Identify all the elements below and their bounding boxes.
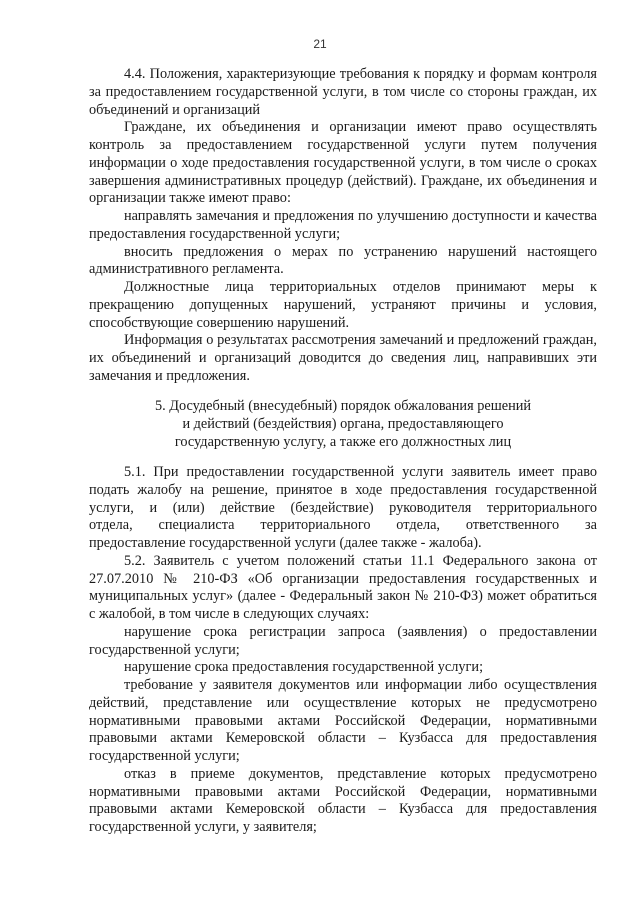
list-item: требование у заявителя документов или информации либо осуществления действий, представление или осуществление которых не предусмотрено нормативными правовыми актами Российской Федерации, нормативными правовыми актами Кемеровской области – Кузбасса для предоставления государственной услуги; <box>89 677 597 764</box>
title-line: и действий (бездействия) органа, предоставляющего <box>182 416 504 432</box>
title-line: 5. Досудебный (внесудебный) порядок обжалования решений <box>154 398 532 414</box>
title-line: государственную услугу, а также его должностных лиц <box>174 434 512 450</box>
section-4-text <box>89 66 597 386</box>
list-item: направлять замечания и предложения по улучшению доступности и качества предоставления государственной услуги; <box>89 208 597 242</box>
paragraph-5-1-part: отдела, специалиста территориального отдела, ответственного за <box>89 517 597 534</box>
paragraph: Информация о результатах рассмотрения замечаний и предложений граждан, их объединений и организаций доводится до сведения лиц, направивших эти замечания и предложения. <box>89 332 597 384</box>
heading-4-4: 4.4. Положения, характеризующие требования к порядку и формам контроля за предоставлением государственной услуги, в том числе со стороны граждан, их объединений и организаций <box>89 66 597 118</box>
section-5-text <box>89 464 597 837</box>
paragraph: Должностные лица территориальных отделов принимают меры к прекращению допущенных нарушений, устраняют причины и условия, способствующие совершению нарушений. <box>89 279 597 331</box>
list-item: отказ в приеме документов, представление которых предусмотрено нормативными правовыми актами Российской Федерации, нормативными правовыми актами Кемеровской области – Кузбасса для предоставления государственной услуги, у заявителя; <box>89 765 597 835</box>
paragraph-5-2: 5.2. Заявитель с учетом положений статьи 11.1 Федерального закона от 27.07.2010 № 210-ФЗ «Об организации предоставления государственных и муниципальных услуг» (далее - Федеральный закон № 210-ФЗ) может обратиться с жалобой, в том числе в следующих случаях: <box>89 552 597 622</box>
paragraph-5-1-part: предоставление государственной услуги (далее также - жалоба). <box>89 535 482 551</box>
section-5-title <box>89 397 597 451</box>
paragraph-5-1-part: 5.1. При предоставлении государственной услуги заявитель имеет право подать жалобу на решение, принятое в ходе предоставления государственной услуги, и (или) действие (бездействие) руководителя территориального <box>89 464 597 516</box>
list-item: нарушение срока предоставления государственной услуги; <box>124 659 484 676</box>
page-number: 21 <box>313 37 327 51</box>
list-item: вносить предложения о мерах по устранению нарушений настоящего административного регламента. <box>89 243 597 278</box>
paragraph: Граждане, их объединения и организации имеют право осуществлять контроль за предоставлением государственной услуги путем получения информации о ходе предоставления государственной услуги, в том числе о сроках завершения административных процедур (действий). Граждане, их объединения и организации также имеют право: <box>89 119 597 207</box>
list-item: нарушение срока регистрации запроса (заявления) о предоставлении государственной услуги; <box>89 623 597 658</box>
